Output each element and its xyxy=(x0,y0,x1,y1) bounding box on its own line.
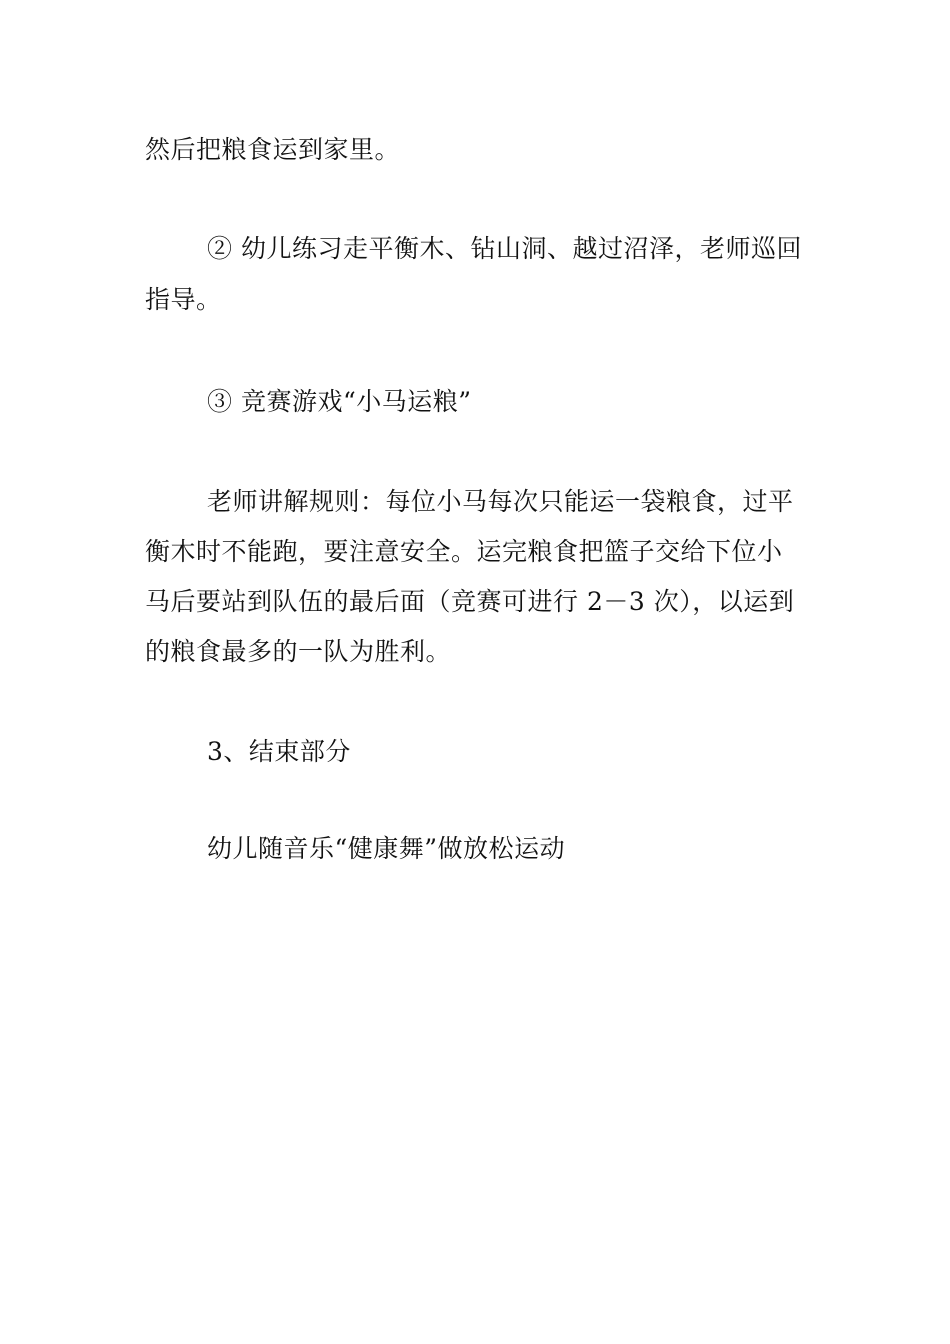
section-3-heading: 3、结束部分 xyxy=(207,737,351,766)
paragraph-continuation-line: 然后把粮食运到家里。 xyxy=(145,135,401,164)
rules-line-4: 的粮食最多的一队为胜利。 xyxy=(145,637,452,666)
step-2-line-1: ② 幼儿练习走平衡木、钻山洞、越过沼泽，老师巡回 xyxy=(207,234,802,263)
step-2-line-2: 指导。 xyxy=(145,285,222,314)
rules-line-3: 马后要站到队伍的最后面（竞赛可进行 2－3 次），以运到 xyxy=(145,587,795,616)
closing-activity-line: 幼儿随音乐“健康舞”做放松运动 xyxy=(207,834,566,863)
step-3-heading: ③ 竞赛游戏“小马运粮” xyxy=(207,387,472,416)
rules-line-1: 老师讲解规则：每位小马每次只能运一袋粮食，过平 xyxy=(207,487,794,516)
rules-line-2: 衡木时不能跑，要注意安全。运完粮食把篮子交给下位小 xyxy=(145,537,783,566)
